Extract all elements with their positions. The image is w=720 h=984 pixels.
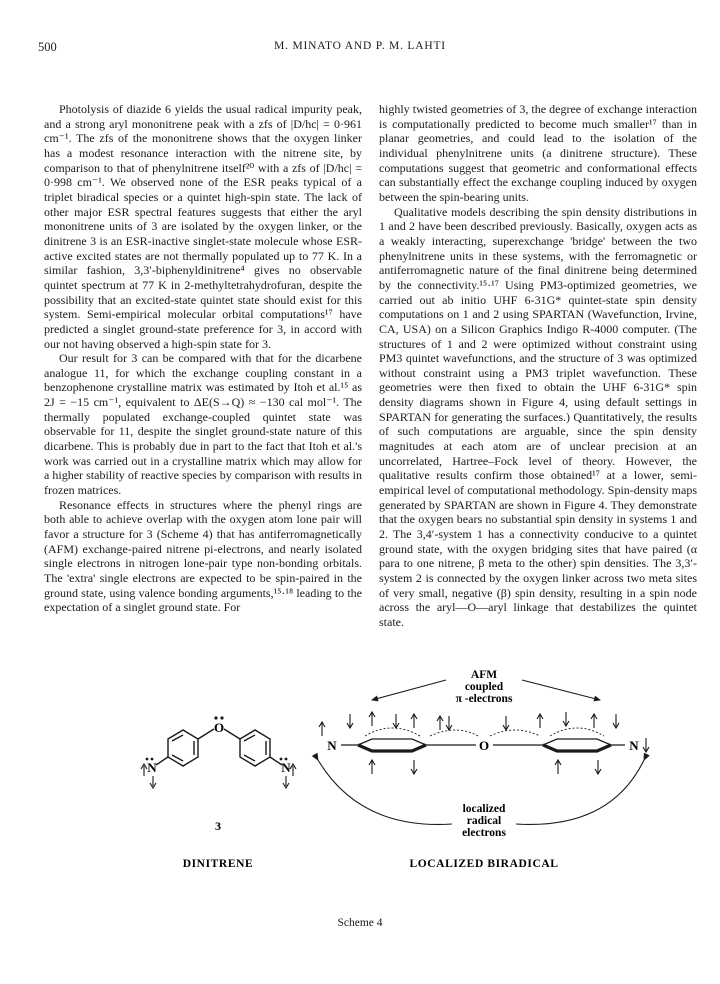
right-paragraph-2: Qualitative models describing the spin density distributions in 1 and 2 have been described previously. Basically, oxygen acts as a weakly interacting, superexchange 'bridge' between the two phenylnitrene units in these systems, with the ferromagnetic or antiferromagnetic nature of the final dinitrene being determined by the connectivity.¹⁵·¹⁷ Using PM3-optimized geometries, we carried out ab initio UHF 6-31G* quintet-state spin density computations on 1 and 2 using SPARTAN (Wavefunction, Irvine, CA, USA) on a Silicon Graphics Indigo R-4000 computer. (The structures of 1 and 2 were optimized without constraint using PM3 quintet wavefunctions, and the structure of 3 was optimized without constraint using a PM3 triplet wavefunction. These geometries were then fixed to obtain the UHF 6-31G* spin density diagrams shown in Figure 4, using default settings in SPARTAN for generating the surfaces.) Quantitatively, the results of such computations are arguable, since the spin density magnitudes at each atom are of unclear precision at an uncorrelated, Hartree–Fock level of theory. However, the qualitative results confirm those obtained¹⁷ at a lower, semi-empirical level of computational methodology. Spin-density maps generated by SPARTAN are shown in Figure 4. They demonstrate that the oxygen bears no substantial spin density in systems 1 and 2. The 3,4′-system 1 has a connectivity conducive to a quintet ground state, with the oxygen bridging sites that have paired (α para to one nitrene, β meta to the other) spin densities. The 3,3′-system 2 is connected by the oxygen linker across two meta sites of very small, negative (β) spin density, resulting in a spin node across the aryl—O—aryl linkage that destabilizes the quintet state.: [379, 204, 697, 629]
oxygen-atom-left: O: [213, 720, 225, 735]
page-number: 500: [38, 40, 57, 54]
compound-number: 3: [215, 819, 221, 833]
spin-arrows-dinitrene: [141, 764, 296, 788]
coupled-label: coupled: [464, 681, 504, 693]
left-paragraph-2: Our result for 3 can be compared with that for the dicarbene analogue 11, for which the exchange coupling constant in a benzophenone crystalline matrix was estimated by Itoh et al.¹⁵ as 2J = −15 cm⁻¹, equivalent to ΔE(S→Q) ≈ −130 cal mol⁻¹. The thermally populated exchange-coupled quintet state was observable for 11, despite the singlet ground-state nature of this dicarbene. This is probably due in part to the fact that Itoh et al.'s work was carried out in a crystalline matrix which may allow for a higher stability of reactive species by comparison with results in frozen matrices.: [44, 351, 362, 498]
left-paragraph-1: Photolysis of diazide 6 yields the usual radical impurity peak, and a strong aryl mononitrene peak with a zfs of |D/hc| = 0·961 cm⁻¹. The zfs of the mononitrene shows that the oxygen linker has a modest resonance interaction with the nitrene site, by comparison to that of phenylnitrene itself²⁰ with a zfs of |D/hc| = 0·998 cm⁻¹. We observed none of the ESR peaks typical of a triplet biradical species or a quintet high-spin state. The lack of other major ESR spectral features suggests that either the aryl mononitrene units of 3 are isolated by the oxygen linker, or the dinitrene 3 is an ESR-inactive singlet-state molecule whose ESR-active excited states are not thermally populated up to 77 K. In a similar fashion, 3,3′-biphenyldinitrene⁴ gives no observable quintet spectrum at 77 K in 2-methyltetrahydrofuran, despite the possibility that an excited-state quintet state should exist for this system. Semi-empirical molecular orbital computations¹⁷ have predicted a singlet ground-state preference for 3, in accord with our not having observed a high-spin state for 3.: [44, 102, 362, 351]
localized-label: localized: [462, 803, 506, 815]
nitrogen-right-biradical: N: [629, 738, 639, 753]
radical-label: radical: [466, 815, 502, 827]
nitrogen-left-biradical: N: [327, 738, 337, 753]
left-paragraph-3: Resonance effects in structures where the phenyl rings are both able to achieve overlap with the oxygen atom lone pair will favor a structure for 3 (Scheme 4) that has antiferromagnetically (AFM) exchange-paired nitrene pi-electrons, and nearly isolated single electrons in nitrogen lone-pair type non-bonding orbitals. The 'extra' single electrons are expected to be spin-paired in the ground state, using valence bonding arguments,¹⁵·¹⁸ leading to the expectation of a singlet ground state. For: [44, 497, 362, 615]
nitrogen-atom-left: N: [147, 760, 157, 775]
pi-electrons-label: π -electrons: [455, 693, 513, 705]
left-column: [44, 102, 362, 615]
electrons-label: electrons: [462, 827, 506, 839]
spin-arrows-sigma: [369, 760, 601, 774]
scheme-caption: Scheme 4: [337, 917, 383, 929]
right-column: [379, 102, 697, 630]
afm-label: AFM: [470, 669, 498, 681]
running-head: M. MINATO AND P. M. LAHTI: [274, 40, 446, 52]
oxygen-biradical: O: [478, 738, 490, 753]
localized-biradical-structure: [318, 669, 649, 839]
scheme-4-figure: [0, 648, 720, 908]
localized-biradical-caption: LOCALIZED BIRADICAL: [409, 858, 559, 870]
right-paragraph-1: highly twisted geometries of 3, the degree of exchange interaction is computationally predicted to become much smaller¹⁷ than in planar geometries, and could lead to the isolation of the individual phenylnitrene units (a dinitrene structure). These computations suggest that geometric and conformational effects can substantially effect the exchange coupling induced by oxygen between the spin-bearing units.: [379, 102, 697, 204]
nitrogen-atom-right: N: [281, 760, 291, 775]
dinitrene-caption: DINITRENE: [182, 858, 254, 870]
